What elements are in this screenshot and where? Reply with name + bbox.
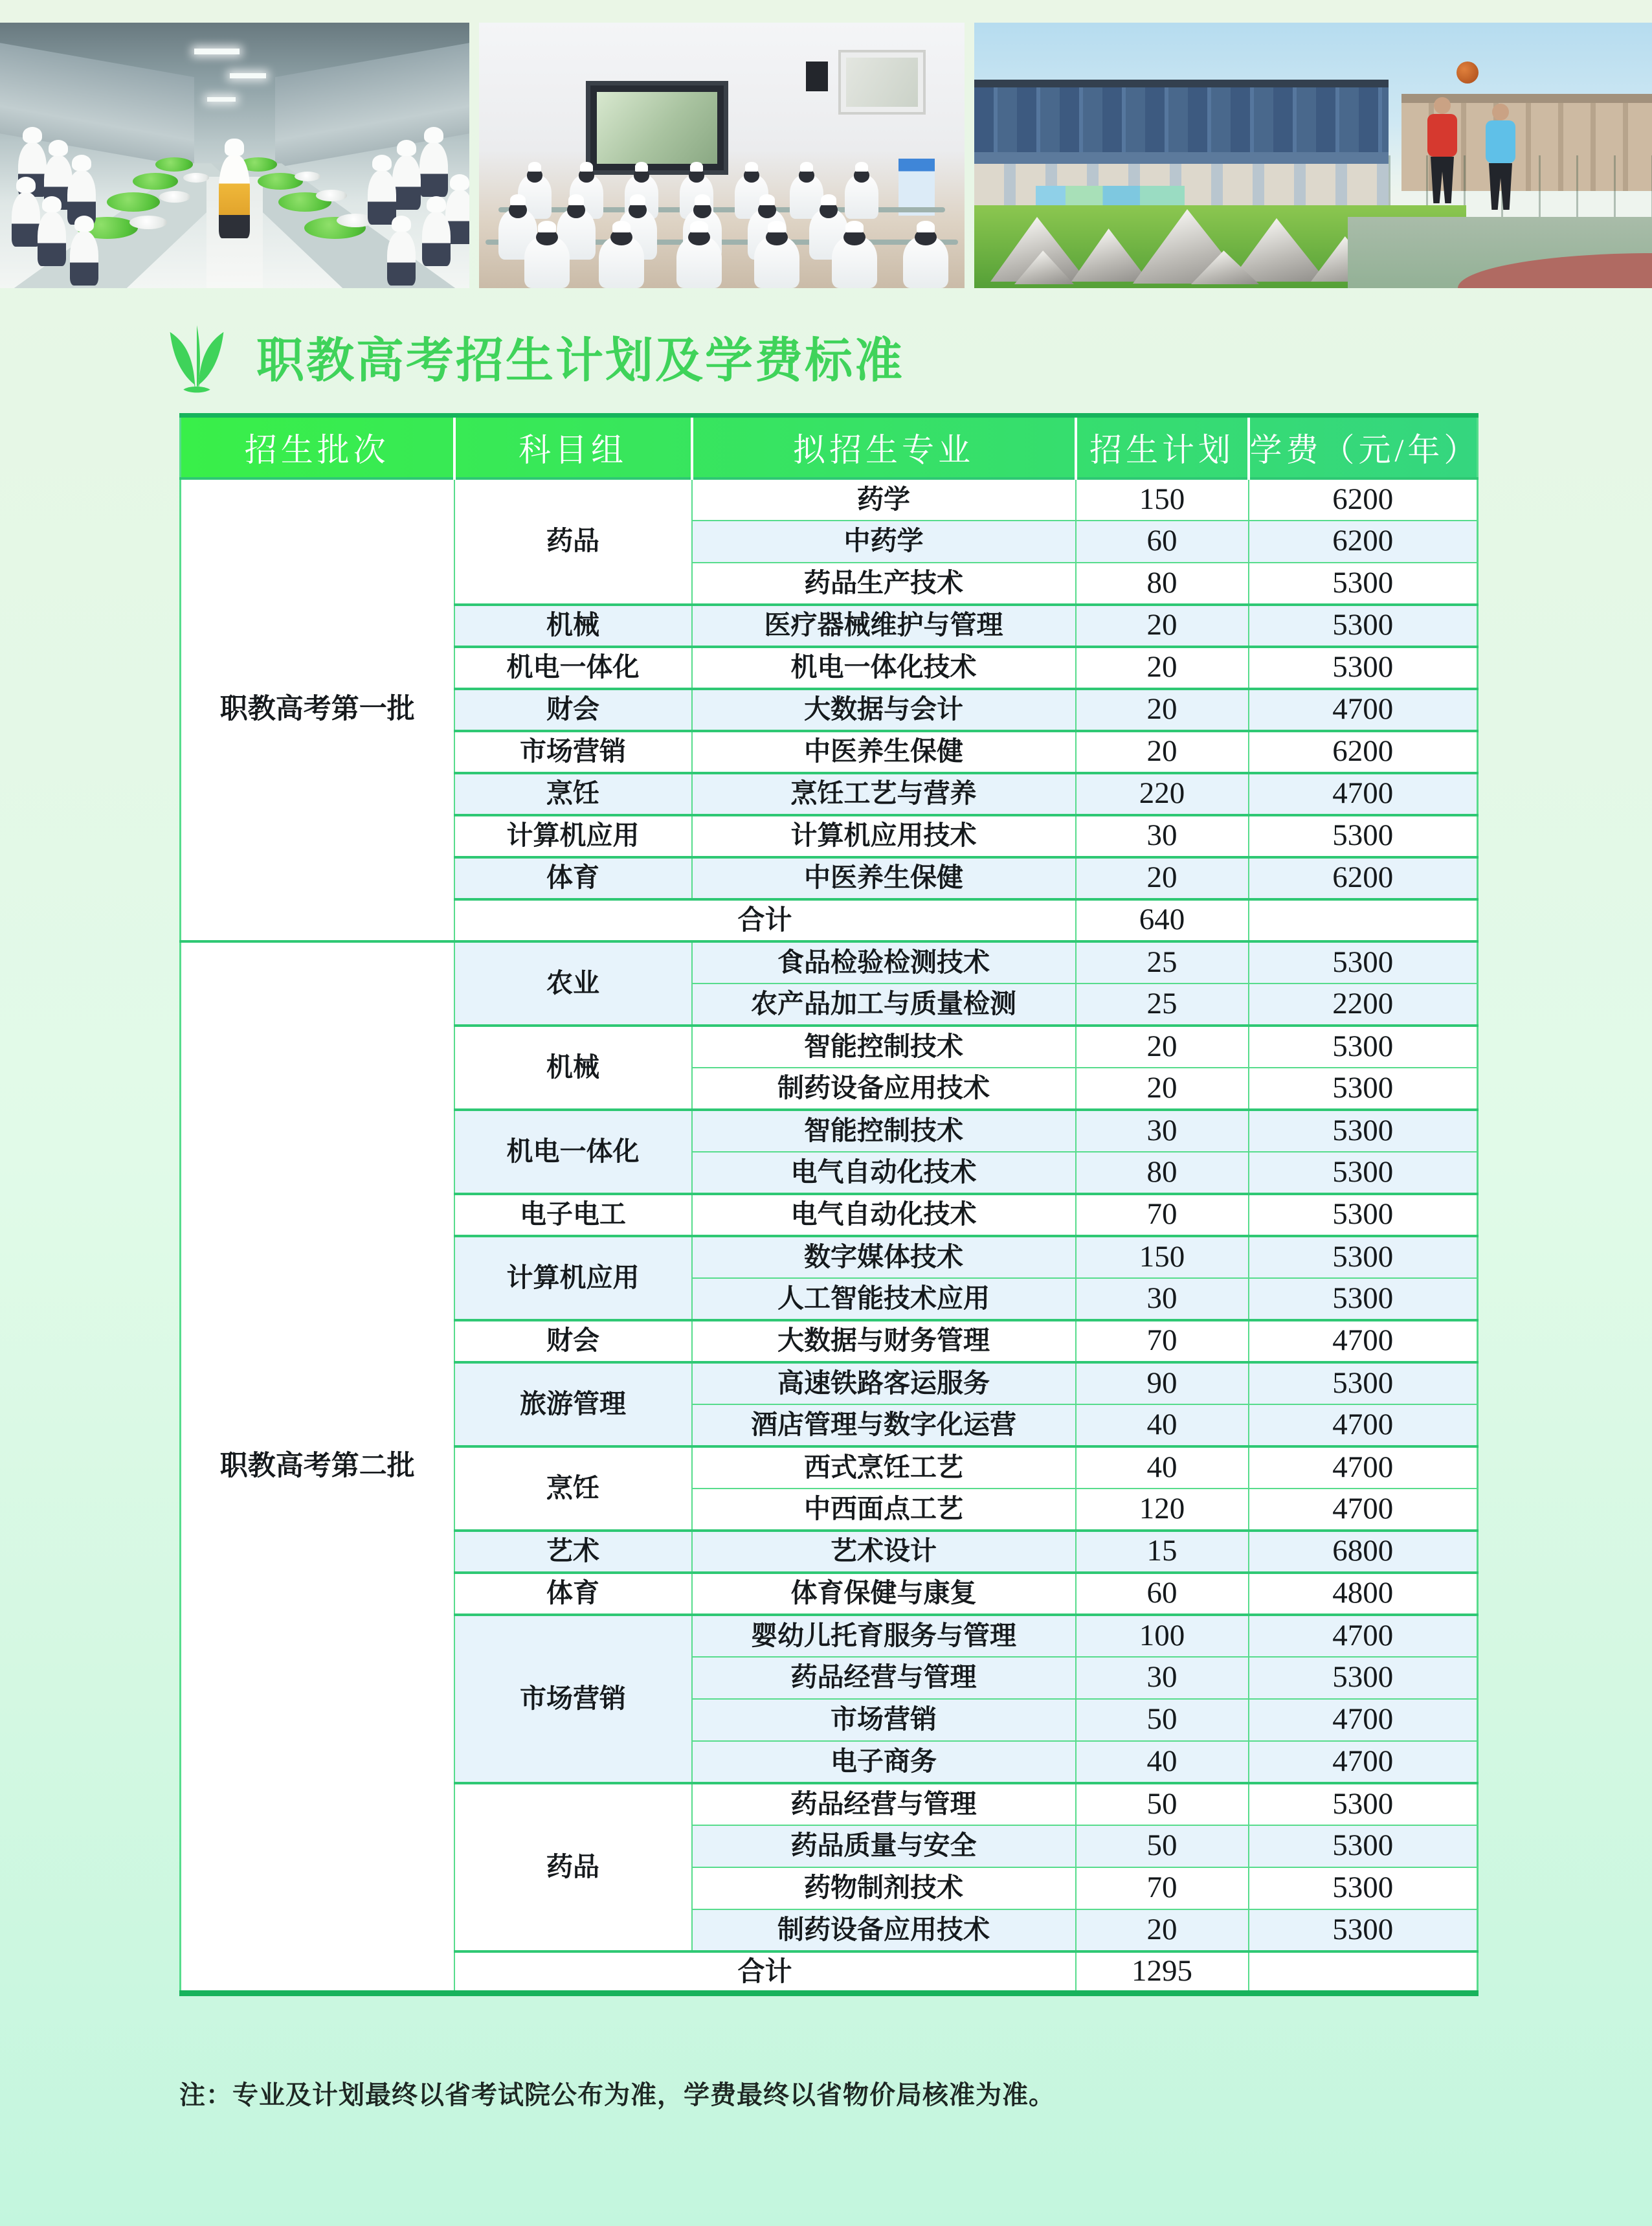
plan-cell: 30 [1076,815,1249,857]
enrollment-table-wrap [179,413,1479,1996]
plan-cell: 20 [1076,857,1249,899]
photo-campus-building-basketball [974,23,1652,288]
table-row [181,941,1478,984]
plan-cell: 150 [1076,478,1249,521]
fee-cell: 4700 [1249,1320,1478,1362]
table-row [181,478,1478,521]
fee-cell: 6800 [1249,1531,1478,1573]
footnote: 注：专业及计划最终以省考试院公布为准，学费最终以省物价局核准为准。 [179,2081,1055,2109]
group-cell: 市场营销 [454,731,692,773]
fee-cell: 6200 [1249,731,1478,773]
player-torso-shape [1427,114,1457,157]
nursing-student-figure [524,236,570,288]
group-cell: 财会 [454,689,692,731]
major-cell: 机电一体化技术 [692,647,1076,689]
plan-cell: 70 [1076,1867,1249,1909]
table-header [181,416,1478,478]
group-cell: 机电一体化 [454,1110,692,1194]
nursing-student-figure [845,175,878,219]
group-cell: 农业 [454,941,692,1026]
major-cell: 烹饪工艺与营养 [692,773,1076,815]
fee-cell: 5300 [1249,647,1478,689]
player-head-shape [1434,97,1451,114]
chef-student-figure [387,231,416,286]
plan-cell: 20 [1076,689,1249,731]
major-cell: 酒店管理与数字化运营 [692,1404,1076,1446]
cutting-board-shape [107,192,160,212]
fee-cell: 2200 [1249,984,1478,1026]
plan-cell: 40 [1076,1741,1249,1783]
plan-cell: 220 [1076,773,1249,815]
plan-cell: 80 [1076,1152,1249,1194]
fee-cell: 4700 [1249,1741,1478,1783]
plan-cell: 20 [1076,1068,1249,1110]
plan-cell: 50 [1076,1699,1249,1741]
plan-cell: 30 [1076,1278,1249,1320]
fee-cell: 5300 [1249,563,1478,605]
basketball-player-blue [1486,104,1515,210]
major-cell: 农产品加工与质量检测 [692,984,1076,1026]
basketball-icon [1457,62,1479,84]
major-cell: 高速铁路客运服务 [692,1362,1076,1404]
chef-student-figure [12,192,40,247]
group-cell: 药品 [454,1783,692,1951]
major-cell: 市场营销 [692,1699,1076,1741]
speaker-icon [806,62,828,91]
tv-screen [586,81,728,175]
group-cell: 烹饪 [454,1446,692,1531]
total-fee-cell [1249,1951,1478,1994]
fee-cell: 4700 [1249,1446,1478,1489]
major-cell: 制药设备应用技术 [692,1068,1076,1110]
nursing-student-figure [676,236,722,288]
fee-cell: 5300 [1249,1278,1478,1320]
column-header: 招生批次 [181,416,454,478]
major-cell: 药品生产技术 [692,563,1076,605]
fee-cell: 5300 [1249,605,1478,647]
bowl-shape [129,216,167,229]
fee-cell: 4700 [1249,1489,1478,1531]
fee-cell: 5300 [1249,1068,1478,1110]
major-cell: 智能控制技术 [692,1026,1076,1068]
major-cell: 智能控制技术 [692,1110,1076,1152]
title-row [163,319,904,395]
major-cell: 中医养生保健 [692,731,1076,773]
major-cell: 艺术设计 [692,1531,1076,1573]
column-header: 学费（元/年） [1249,416,1478,478]
plan-cell: 60 [1076,521,1249,563]
major-cell: 体育保健与康复 [692,1573,1076,1615]
plan-cell: 20 [1076,1909,1249,1951]
nursing-student-figure [754,236,799,288]
fee-cell: 5300 [1249,941,1478,984]
fee-cell: 5300 [1249,815,1478,857]
total-label-cell: 合计 [454,899,1076,941]
plan-cell: 20 [1076,1026,1249,1068]
major-cell: 电子商务 [692,1741,1076,1783]
fee-cell: 4700 [1249,1615,1478,1657]
fee-cell: 5300 [1249,1867,1478,1909]
major-cell: 制药设备应用技术 [692,1909,1076,1951]
major-cell: 数字媒体技术 [692,1236,1076,1278]
major-cell: 药物制剂技术 [692,1867,1076,1909]
major-cell: 中药学 [692,521,1076,563]
group-cell: 市场营销 [454,1615,692,1783]
bowl-shape [295,172,320,181]
column-header: 招生计划 [1076,416,1249,478]
nursing-student-figure [903,236,948,288]
major-cell: 食品检验检测技术 [692,941,1076,984]
plan-cell: 90 [1076,1362,1249,1404]
total-plan-cell: 640 [1076,899,1249,941]
group-cell: 机电一体化 [454,647,692,689]
fee-cell: 5300 [1249,1110,1478,1152]
group-cell: 旅游管理 [454,1362,692,1446]
major-cell: 医疗器械维护与管理 [692,605,1076,647]
total-fee-cell [1249,899,1478,941]
page-title: 职教高考招生计划及学费标准 [256,333,904,387]
nursing-student-figure [832,236,877,288]
player-legs-shape [1489,163,1512,210]
fee-cell: 4700 [1249,1699,1478,1741]
total-label-cell: 合计 [454,1951,1076,1994]
plan-cell: 60 [1076,1573,1249,1615]
group-cell: 机械 [454,605,692,647]
player-head-shape [1492,104,1509,120]
bowl-shape [183,173,209,183]
fee-cell: 4800 [1249,1573,1478,1615]
major-cell: 西式烹饪工艺 [692,1446,1076,1489]
nursing-student-figure [599,236,644,288]
plan-cell: 25 [1076,984,1249,1026]
group-cell: 体育 [454,1573,692,1615]
fee-cell: 5300 [1249,1236,1478,1278]
fee-cell: 5300 [1249,1909,1478,1951]
fee-cell: 5300 [1249,1152,1478,1194]
fee-cell: 4700 [1249,1404,1478,1446]
plan-cell: 80 [1076,563,1249,605]
major-cell: 电气自动化技术 [692,1194,1076,1236]
chef-instructor-figure [219,155,250,238]
plan-cell: 70 [1076,1320,1249,1362]
plan-cell: 25 [1076,941,1249,984]
fee-cell: 5300 [1249,1825,1478,1867]
fee-cell: 4700 [1249,689,1478,731]
plan-cell: 40 [1076,1404,1249,1446]
plan-cell: 15 [1076,1531,1249,1573]
group-cell: 药品 [454,478,692,605]
fee-cell: 6200 [1249,478,1478,521]
major-cell: 大数据与财务管理 [692,1320,1076,1362]
player-torso-shape [1486,120,1515,163]
major-cell: 中医养生保健 [692,857,1076,899]
cutting-board-shape [133,173,178,190]
enrollment-table [179,413,1479,1996]
major-cell: 药学 [692,478,1076,521]
batch-cell: 职教高考第二批 [181,941,454,1994]
fee-cell: 5300 [1249,1657,1478,1699]
major-cell: 中西面点工艺 [692,1489,1076,1531]
fee-cell: 4700 [1249,773,1478,815]
major-cell: 电气自动化技术 [692,1152,1076,1194]
plan-cell: 20 [1076,605,1249,647]
major-cell: 大数据与会计 [692,689,1076,731]
plan-cell: 150 [1076,1236,1249,1278]
fee-cell: 6200 [1249,521,1478,563]
projection-screen [838,50,926,115]
projection-image [846,58,918,107]
fee-cell: 5300 [1249,1026,1478,1068]
plan-cell: 20 [1076,731,1249,773]
plan-cell: 70 [1076,1194,1249,1236]
total-plan-cell: 1295 [1076,1951,1249,1994]
fee-cell: 6200 [1249,857,1478,899]
column-header: 拟招生专业 [692,416,1076,478]
major-cell: 药品经营与管理 [692,1657,1076,1699]
column-header: 科目组 [454,416,692,478]
chef-student-figure [422,212,451,266]
group-cell: 体育 [454,857,692,899]
plan-cell: 50 [1076,1825,1249,1867]
fee-cell: 5300 [1249,1194,1478,1236]
photo-culinary-training-kitchen [0,23,469,288]
plan-cell: 50 [1076,1783,1249,1825]
plan-cell: 100 [1076,1615,1249,1657]
plan-cell: 20 [1076,647,1249,689]
bowl-shape [159,191,190,203]
ceiling-light-shape [207,97,236,102]
chef-student-figure [392,155,421,210]
group-cell: 财会 [454,1320,692,1362]
player-legs-shape [1431,157,1454,203]
plan-cell: 30 [1076,1657,1249,1699]
tv-screen-image [597,92,717,164]
group-cell: 计算机应用 [454,1236,692,1320]
campus-building-shape [974,80,1389,164]
group-cell: 艺术 [454,1531,692,1573]
group-cell: 计算机应用 [454,815,692,857]
group-cell: 机械 [454,1026,692,1110]
bowl-shape [316,190,347,201]
group-cell: 电子电工 [454,1194,692,1236]
fee-cell: 5300 [1249,1362,1478,1404]
batch-cell: 职教高考第一批 [181,478,454,941]
major-cell: 药品经营与管理 [692,1783,1076,1825]
major-cell: 计算机应用技术 [692,815,1076,857]
photo-nursing-lecture-classroom [479,23,965,288]
plan-cell: 120 [1076,1489,1249,1531]
leaf-logo-icon [163,319,230,395]
major-cell: 人工智能技术应用 [692,1278,1076,1320]
plan-cell: 30 [1076,1110,1249,1152]
ceiling-light-shape [194,49,240,54]
major-cell: 药品质量与安全 [692,1825,1076,1867]
chef-student-figure [419,142,448,197]
group-cell: 烹饪 [454,773,692,815]
ceiling-light-shape [230,73,266,78]
cutting-board-shape [155,157,193,172]
basketball-player-red [1427,97,1457,203]
major-cell: 婴幼儿托育服务与管理 [692,1615,1076,1657]
fee-cell: 5300 [1249,1783,1478,1825]
plan-cell: 40 [1076,1446,1249,1489]
chef-student-figure [368,170,396,225]
chef-student-figure [70,231,98,286]
chef-student-figure [38,212,66,266]
